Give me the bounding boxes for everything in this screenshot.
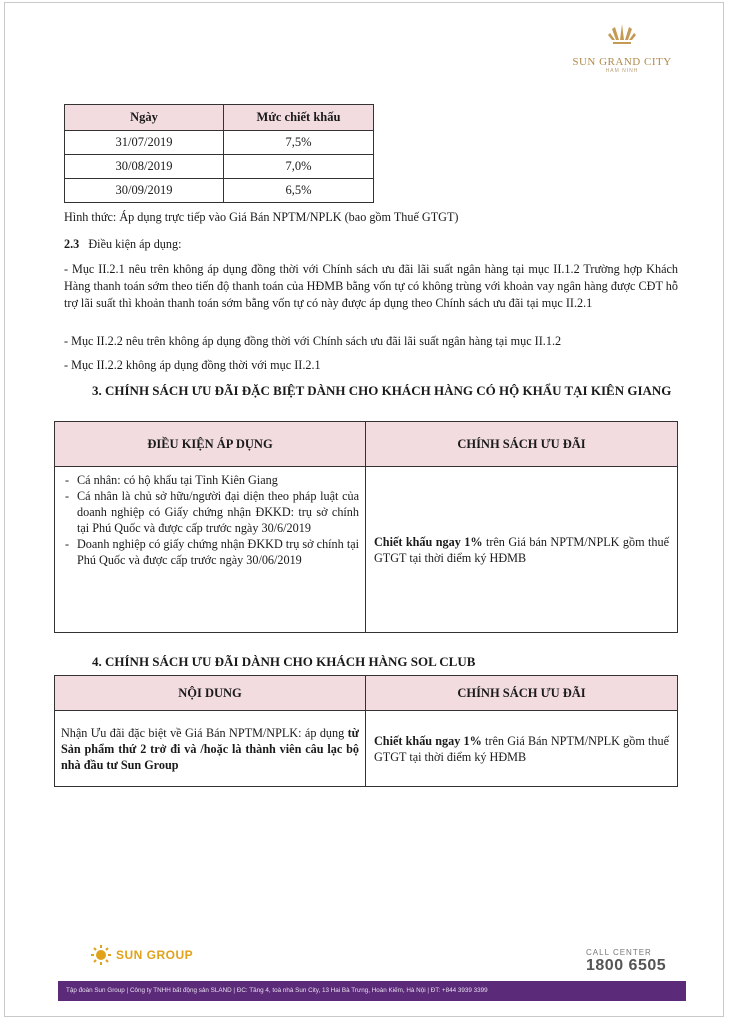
col-header-policy: CHÍNH SÁCH ƯU ĐÃI — [366, 422, 678, 467]
palm-logo-icon — [605, 22, 639, 54]
policy-cell — [366, 467, 678, 633]
list-item: - Doanh nghiệp có giấy chứng nhận ĐKKD trụ sở chính tại Phú Quốc và được cấp trước ngày 30/06/2019 — [77, 536, 359, 568]
condition-paragraph-1: - Mục II.2.1 nêu trên không áp dụng đồng thời với Chính sách ưu đãi lãi suất ngân hàng tại mục II.1.2 Trường hợp Khách Hàng thanh toán sớm theo tiến độ thanh toán của HĐMB bằng vốn tự có không trùng với khoản vay ngân hàng được CĐT hỗ trợ lãi suất thì khoản thanh toán sớm bằng vốn tự có này được áp dụng theo Chính sách ưu đãi tại mục II.2.1 — [64, 262, 678, 310]
cell-date: 30/08/2019 — [65, 155, 224, 179]
table-row — [65, 155, 374, 179]
kien-giang-policy-table — [54, 421, 678, 633]
sun-group-logo — [90, 944, 193, 966]
section-2-3-heading — [64, 236, 684, 253]
policy-cell — [366, 711, 678, 787]
content-highlight: từ Sản phẩm thứ 2 trở đi và /hoặc là thành viên câu lạc bộ nhà đầu tư Sun Group — [61, 725, 359, 772]
col-header-discount: Mức chiết khấu — [224, 105, 374, 131]
cell-discount: 7,0% — [224, 155, 374, 179]
policy-text: trên Giá Bán NPTM/NPLK gồm thuế GTGT tại thời điểm ký HĐMB — [374, 733, 670, 764]
col-header-policy: CHÍNH SÁCH ƯU ĐÃI — [366, 676, 678, 711]
content-text: Nhận Ưu đãi đặc biệt về Giá Bán NPTM/NPLK: áp dụng — [61, 725, 348, 740]
col-header-content: NỘI DUNG — [55, 676, 366, 711]
cell-date: 31/07/2019 — [65, 131, 224, 155]
policy-text: trên Giá bán NPTM/NPLK gồm thuế GTGT tại thời điểm ký HĐMB — [374, 534, 669, 565]
table-row — [65, 179, 374, 203]
call-center — [586, 948, 666, 975]
conditions-list — [61, 472, 359, 568]
conditions-cell — [55, 467, 366, 633]
condition-paragraph-2: - Mục II.2.2 nêu trên không áp dụng đồng thời với Chính sách ưu đãi lãi suất ngân hàng tại mục II.1.2 — [64, 334, 562, 348]
payment-form-text: Hình thức: Áp dụng trực tiếp vào Giá Bán NPTM/NPLK (bao gồm Thuế GTGT) — [64, 210, 459, 224]
sun-group-name: SUN GROUP — [116, 948, 194, 962]
brand-name: SUN GRAND CITY — [572, 56, 672, 68]
section-number: 2.3 — [64, 237, 80, 251]
call-center-label: CALL CENTER — [586, 948, 652, 957]
call-center-number: 1800 6505 — [586, 957, 667, 974]
condition-paragraph-3: - Mục II.2.2 không áp dụng đồng thời với mục II.2.1 — [64, 358, 321, 372]
cell-date: 30/09/2019 — [65, 179, 224, 203]
col-header-date: Ngày — [65, 105, 224, 131]
sol-club-policy-table — [54, 675, 678, 787]
footer-bar: Tập đoàn Sun Group | Công ty TNHH bất động sản SLAND | ĐC: Tầng 4, toà nhà Sun City, 13 Hai Bà Trưng, Hoàn Kiếm, Hà Nội | ĐT: +844 3939 3399 — [58, 981, 686, 1001]
list-item: - Cá nhân: có hộ khẩu tại Tỉnh Kiên Giang — [77, 472, 359, 488]
sun-grand-city-logo — [566, 22, 678, 74]
section-3-title: 3. CHÍNH SÁCH ƯU ĐÃI ĐẶC BIỆT DÀNH CHO KHÁCH HÀNG CÓ HỘ KHẨU TẠI KIÊN GIANG — [92, 383, 672, 398]
brand-sub: HAM NINH — [605, 68, 639, 74]
section-title: Điều kiện áp dụng: — [88, 237, 182, 251]
policy-highlight: Chiết khấu ngay 1% — [374, 534, 483, 549]
list-item: - Cá nhân là chủ sở hữu/người đại diện theo pháp luật của doanh nghiệp có Giấy chứng nhận ĐKKD: trụ sở chính tại Phú Quốc và được cấp trước ngày 30/6/2019 — [77, 488, 359, 536]
col-header-conditions: ĐIỀU KIỆN ÁP DỤNG — [55, 422, 366, 467]
sun-icon — [90, 944, 112, 966]
table-row — [65, 131, 374, 155]
section-4-title: 4. CHÍNH SÁCH ƯU ĐÃI DÀNH CHO KHÁCH HÀNG SOL CLUB — [92, 654, 476, 669]
cell-discount: 7,5% — [224, 131, 374, 155]
content-cell — [55, 711, 366, 787]
discount-schedule-table — [64, 104, 374, 203]
cell-discount: 6,5% — [224, 179, 374, 203]
policy-highlight: Chiết khấu ngay 1% — [374, 733, 482, 748]
